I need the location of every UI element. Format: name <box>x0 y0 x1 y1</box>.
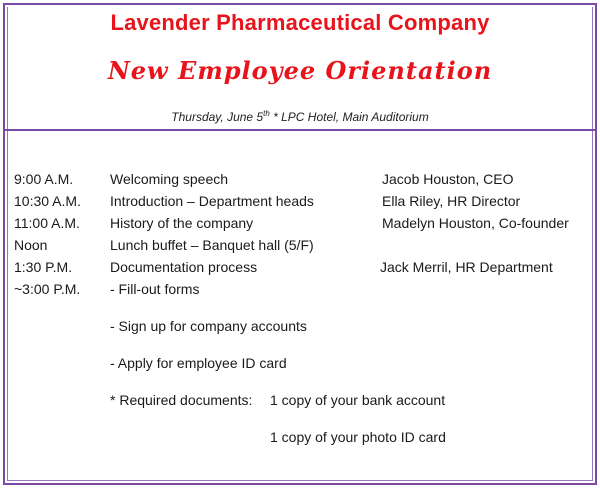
required-document-item: 1 copy of your bank account <box>270 392 446 408</box>
date-location-line <box>0 109 600 124</box>
schedule-event: Welcoming speech <box>110 171 229 187</box>
location-text: * LPC Hotel, Main Auditorium <box>269 110 429 124</box>
schedule-time: 10:30 A.M. <box>14 193 81 209</box>
schedule-speaker: Jacob Houston, CEO <box>382 171 514 187</box>
company-name: Lavender Pharmaceutical Company <box>110 10 490 35</box>
schedule-speaker: Madelyn Houston, Co-founder <box>382 215 569 231</box>
header-divider <box>4 129 596 131</box>
schedule-time: 1:30 P.M. <box>14 259 73 275</box>
schedule-event: Lunch buffet – Banquet hall (5/F) <box>110 237 314 253</box>
schedule-event: Documentation process <box>110 259 258 275</box>
schedule-event: History of the company <box>110 215 254 231</box>
subtask-item: - Sign up for company accounts <box>110 318 307 334</box>
schedule-time: Noon <box>14 237 48 253</box>
schedule-event: Introduction – Department heads <box>110 193 314 209</box>
date-text: Thursday, June 5 <box>171 110 264 124</box>
schedule-time: 11:00 A.M. <box>14 215 80 231</box>
schedule-event: - Fill-out forms <box>110 281 200 297</box>
schedule-speaker: Jack Merril, HR Department <box>380 259 553 275</box>
schedule-time: ~3:00 P.M. <box>14 281 81 297</box>
subtask-item: - Apply for employee ID card <box>110 355 287 371</box>
date-ordinal: th <box>263 109 270 118</box>
schedule-time: 9:00 A.M. <box>14 171 74 187</box>
required-document-item: 1 copy of your photo ID card <box>270 429 446 445</box>
event-title: New Employee Orientation <box>107 56 493 85</box>
required-documents-label: * Required documents: <box>110 392 253 408</box>
schedule-speaker: Ella Riley, HR Director <box>382 193 521 209</box>
